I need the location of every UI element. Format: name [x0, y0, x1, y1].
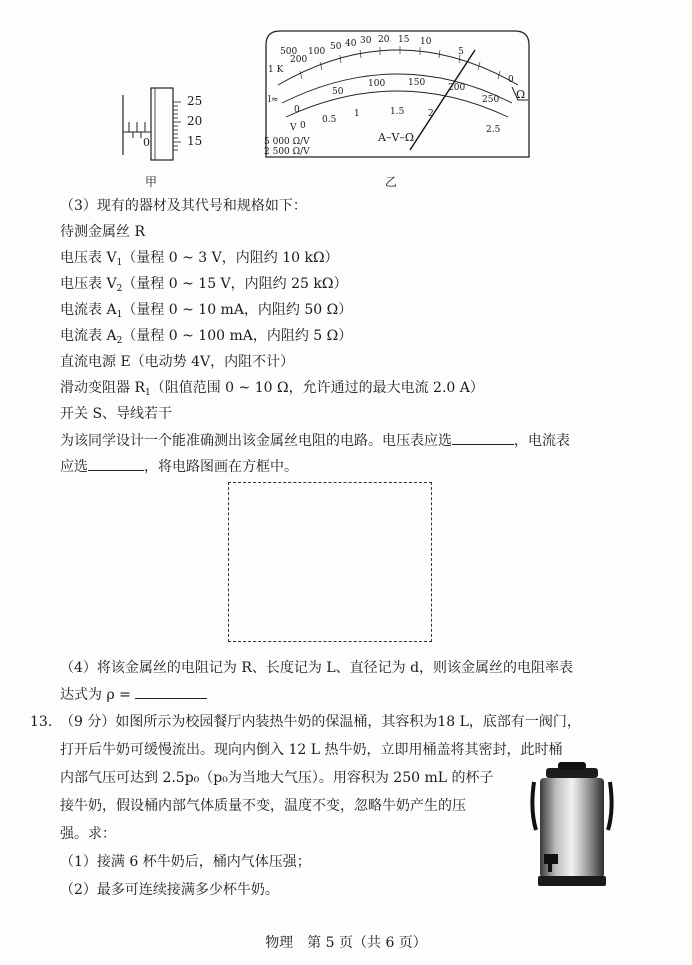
micrometer-figure — [115, 80, 225, 165]
v2-spec: （量程 0 ~ 15 V，内阻约 25 kΩ） — [122, 276, 348, 292]
low-scale-0.5: 0.5 — [322, 115, 337, 125]
q13-line-3: 内部气压可达到 2.5p₀（p₀为当地大气压）。用容积为 250 mL 的杯子 — [60, 770, 494, 786]
circuit-drawing-box[interactable] — [228, 482, 432, 642]
ohm-symbol: Ω — [516, 88, 526, 101]
task1-text: 为该同学设计一个能准确测出该金属丝电阻的电路。电压表应选 — [60, 433, 452, 449]
low-scale-1.5: 1.5 — [390, 107, 405, 117]
micrometer-drawing — [115, 80, 225, 165]
task1b-text: ，电流表 — [514, 433, 570, 449]
micrometer-zero: 0 — [143, 136, 150, 149]
figure-caption-jia: 甲 — [145, 175, 158, 189]
rheostat — [60, 378, 484, 403]
ammeter-answer-blank[interactable] — [88, 456, 144, 471]
ohm-scale-100: 100 — [308, 47, 326, 57]
v1-spec: （量程 0 ~ 3 V，内阻约 10 kΩ） — [122, 250, 339, 266]
resistivity-answer-blank[interactable] — [135, 684, 207, 699]
rheostat-sub: 1 — [145, 388, 151, 398]
rheostat-spec: （阻值范围 0 ~ 10 Ω，允许通过的最大电流 2.0 A） — [150, 380, 484, 396]
task-line-1 — [60, 430, 570, 451]
task2b-text: ，将电路图画在方框中。 — [144, 459, 298, 475]
a1-name: 电流表 A — [60, 302, 117, 318]
ohm-scale-200: 200 — [290, 55, 308, 65]
question-13-number: 13. — [30, 714, 53, 730]
ohm-scale-50: 50 — [330, 42, 342, 52]
section4-expr: 达式为 ρ = — [60, 687, 136, 703]
voltmeter-answer-blank[interactable] — [452, 430, 514, 445]
figure-caption-yi: 乙 — [385, 175, 398, 189]
mid-scale-100: 100 — [368, 79, 386, 89]
avo-label: A–V–Ω — [378, 131, 415, 144]
ohm-scale-1k: 1 K — [268, 65, 284, 75]
rheostat-name: 滑动变阻器 R — [60, 380, 145, 396]
a2-sub: 2 — [116, 336, 123, 346]
v-mark: V — [290, 123, 297, 133]
q13-line-5: 强。求： — [60, 826, 116, 842]
mid-scale-0: 0 — [294, 105, 300, 115]
left-mark: l≈ — [268, 95, 279, 105]
milk-urn-image — [528, 760, 618, 890]
switch-wires: 开关 S、导线若干 — [60, 406, 173, 422]
q13-line-2: 打开后牛奶可缓慢流出。现向内倒入 12 L 热牛奶，立即用桶盖将其密封，此时桶 — [60, 742, 563, 758]
task2a-text: 应选 — [60, 459, 88, 475]
low-scale-1: 1 — [354, 109, 360, 119]
ammeter-a2 — [60, 326, 352, 351]
v1-sub: 1 — [116, 258, 123, 268]
v2-sub: 2 — [116, 284, 123, 294]
task-line-2 — [60, 456, 298, 477]
mid-scale-50: 50 — [332, 87, 344, 97]
section3-intro: （3）现有的器材及其代号和规格如下： — [60, 198, 307, 214]
mid-scale-150: 150 — [408, 78, 426, 88]
q13-sub1: （1）接满 6 杯牛奶后，桶内气体压强； — [60, 854, 311, 870]
ohm-scale-0: 0 — [508, 75, 514, 85]
page-footer: 物理 第 5 页（共 6 页） — [265, 935, 427, 951]
voltmeter-v2 — [60, 274, 347, 299]
ohm-scale-5: 5 — [458, 47, 464, 57]
low-scale-0: 0 — [300, 121, 306, 131]
v2-name: 电压表 V — [60, 276, 117, 292]
ohm-scale-30: 30 — [360, 36, 372, 46]
q13-sub2: （2）最多可连续接满多少杯牛奶。 — [60, 882, 279, 898]
sensitivity-2500: 2 500 Ω/V — [264, 147, 310, 157]
section4-line2 — [60, 684, 207, 705]
power-source: 直流电源 E（电动势 4V，内阻不计） — [60, 354, 295, 370]
ohm-scale-40: 40 — [345, 39, 357, 49]
milk-urn-drawing — [528, 760, 618, 890]
v1-name: 电压表 V — [60, 250, 117, 266]
ohm-scale-10: 10 — [420, 37, 432, 47]
a2-name: 电流表 A — [60, 328, 117, 344]
mid-scale-250: 250 — [482, 95, 500, 105]
a1-spec: （量程 0 ~ 10 mA，内阻约 50 Ω） — [122, 302, 353, 318]
micrometer-tick-15: 15 — [187, 134, 203, 148]
micrometer-tick-25: 25 — [187, 94, 203, 108]
multimeter-figure — [260, 25, 535, 165]
sensitivity-5000: 5 000 Ω/V — [264, 137, 310, 147]
a2-spec: （量程 0 ~ 100 mA，内阻约 5 Ω） — [122, 328, 353, 344]
mid-scale-200: 200 — [448, 83, 466, 93]
ohm-scale-15: 15 — [398, 35, 410, 45]
section4-line1: （4）将该金属丝的电阻记为 R、长度记为 L、直径记为 d，则该金属丝的电阻率表 — [60, 660, 574, 676]
ohm-scale-20: 20 — [378, 35, 390, 45]
a1-sub: 1 — [116, 310, 123, 320]
q13-line-4: 接牛奶，假设桶内部气体质量不变，温度不变，忽略牛奶产生的压 — [60, 798, 466, 814]
low-scale-2.5: 2.5 — [486, 125, 501, 135]
voltmeter-v1 — [60, 248, 339, 273]
wire-item: 待测金属丝 R — [60, 224, 145, 240]
q13-line-1: （9 分）如图所示为校园餐厅内装热牛奶的保温桶，其容积为18 L，底部有一阀门， — [60, 714, 581, 730]
ohm-scale-500: 500 — [280, 47, 298, 57]
micrometer-tick-20: 20 — [187, 114, 203, 128]
ammeter-a1 — [60, 300, 352, 325]
low-scale-2: 2 — [428, 109, 434, 119]
